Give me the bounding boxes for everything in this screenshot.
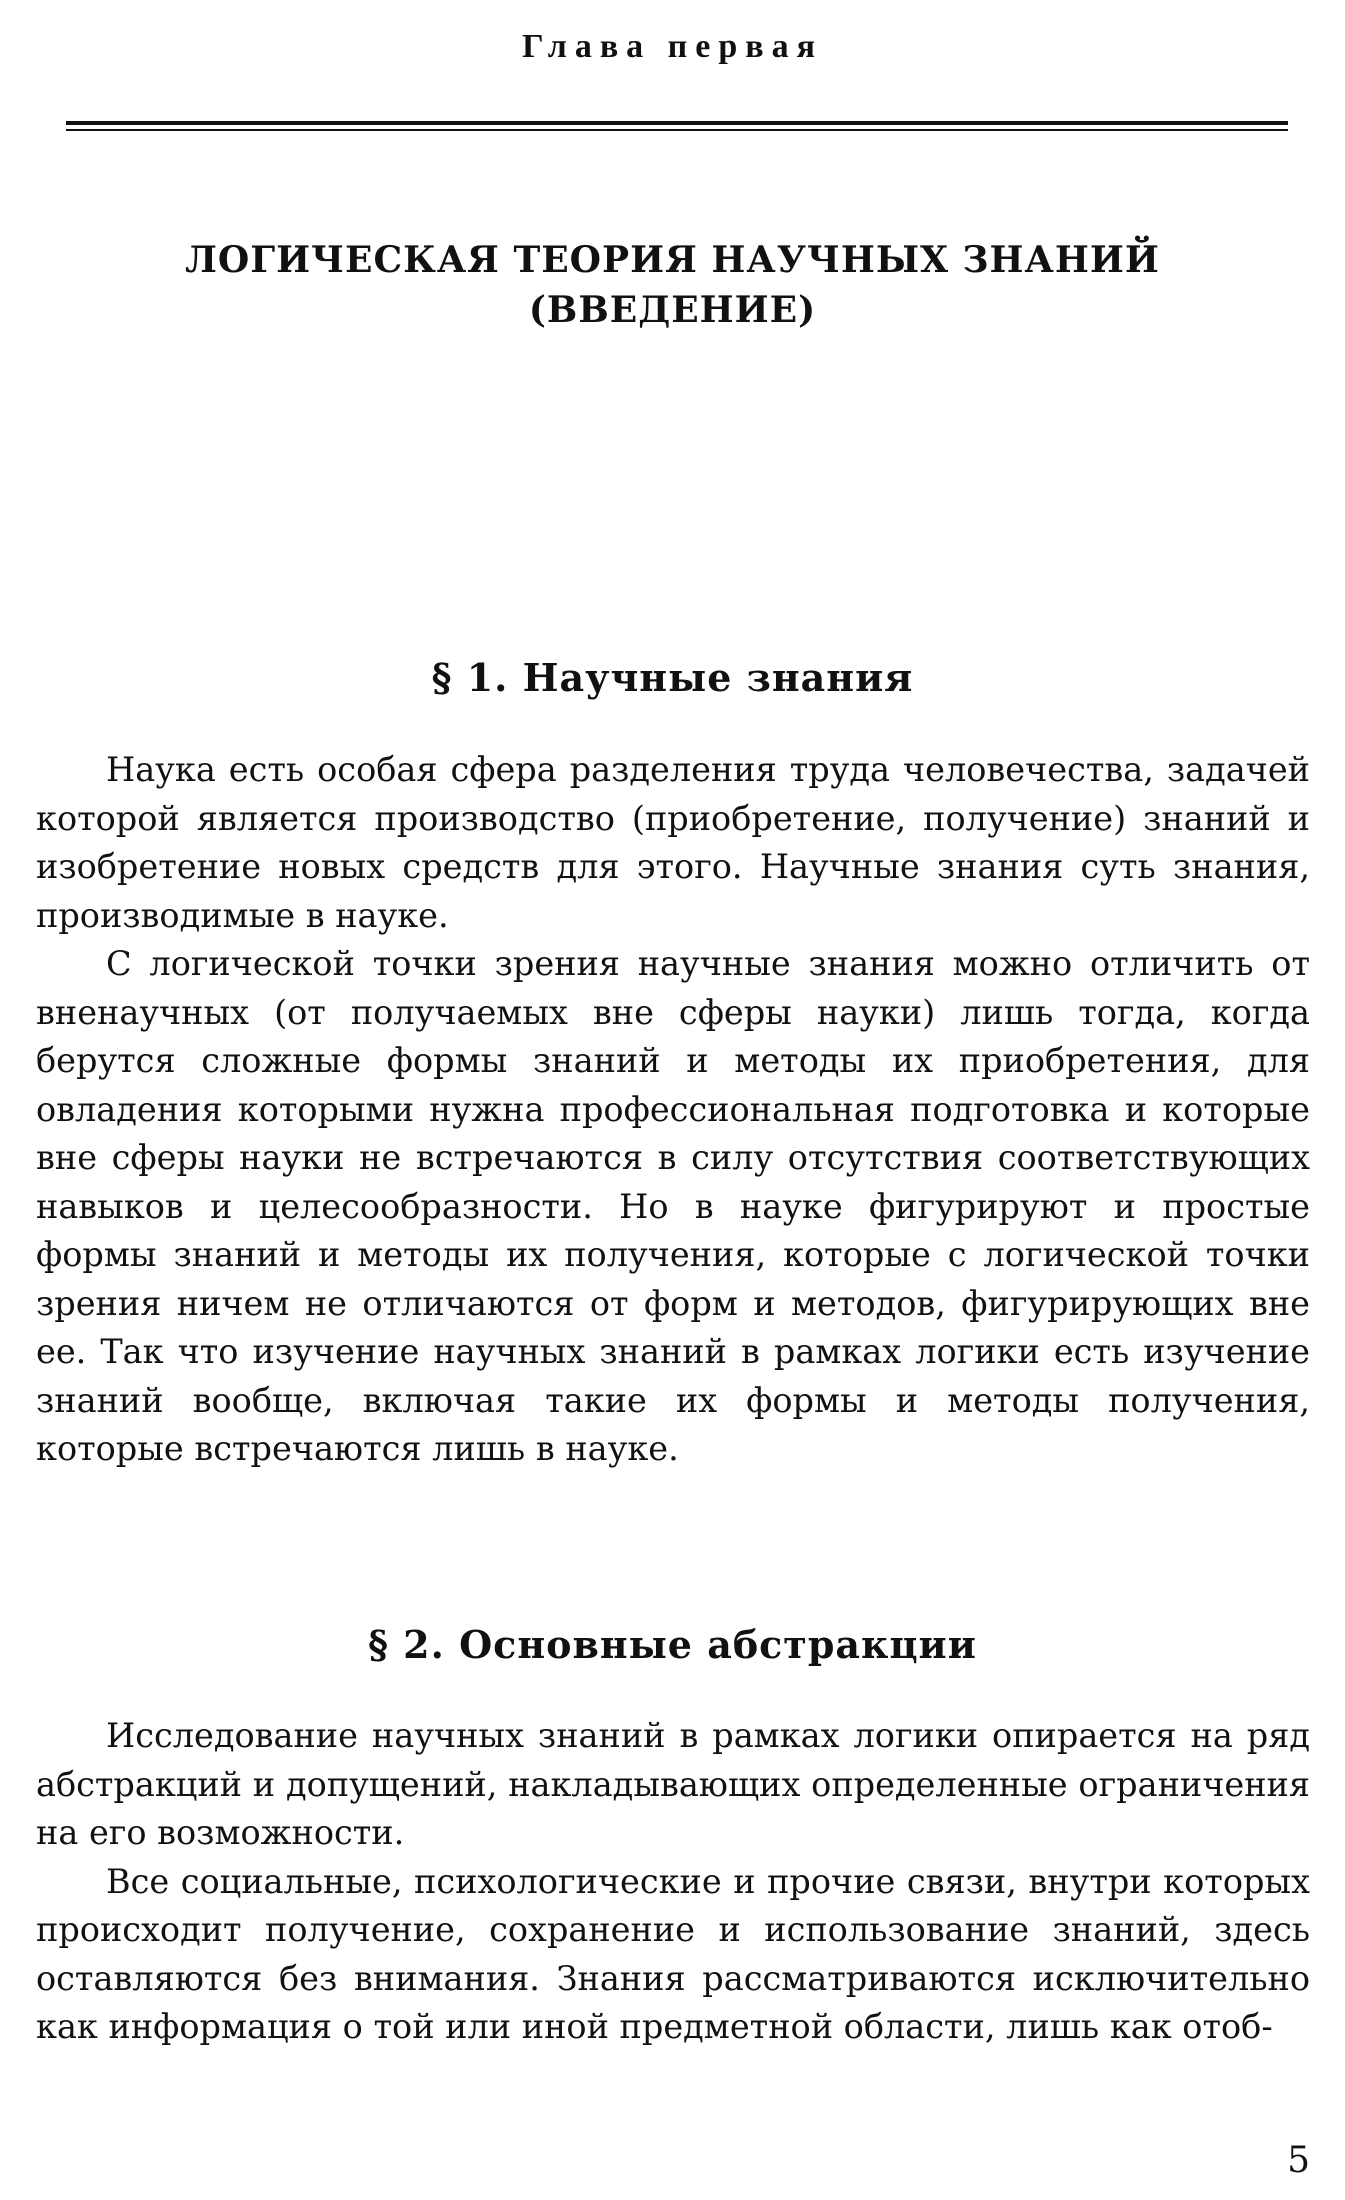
chapter-heading: Глава первая — [521, 28, 824, 65]
section-1-heading: § 1. Научные знания — [431, 655, 914, 700]
header-rule — [66, 121, 1288, 125]
paragraph: Наука есть особая сфера разделения труда человечества, задачей которой является производство (приобретение, получение) знаний и изобретение новых средств для этого. Научные знания суть знания, производимые в науке. — [36, 750, 1310, 935]
chapter-title-line-1: ЛОГИЧЕСКАЯ ТЕОРИЯ НАУЧНЫХ ЗНАНИЙ — [185, 239, 1160, 281]
chapter-title — [0, 235, 1345, 335]
paragraph: С логической точки зрения научные знания можно отличить от вненаучных (от получаемых вне сферы науки) лишь тогда, когда берутся сложные формы знаний и методы их приобретения, для овладения которыми нужна профессиональная подготовка и которые вне сферы науки не встречаются в силу отсутствия соответствующих навыков и целесообразности. Но в науке фигурируют и простые формы знаний и методы их получения, которые с логической точки зрения ничем не отличаются от форм и методов, фигурирующих вне ее. Так что изучение научных знаний в рамках логики есть изучение знаний вообще, включая такие их формы и методы получения, которые встречаются лишь в науке. — [36, 944, 1310, 1468]
section-2-body — [36, 1712, 1310, 2052]
paragraph: Все социальные, психологические и прочие связи, внутри которых происходит получение, сохранение и использование знаний, здесь оставляются без внимания. Знания рассматриваются исключительно как информация о той или иной предметной области, лишь как отоб- — [36, 1861, 1310, 2046]
chapter-title-line-2: (ВВЕДЕНИЕ) — [528, 289, 817, 331]
section-1-body — [36, 746, 1310, 1474]
section-2-heading: § 2. Основные абстракции — [368, 1622, 977, 1667]
page-number: 5 — [1287, 2140, 1310, 2181]
header-rule-thin — [66, 129, 1288, 131]
paragraph: Исследование научных знаний в рамках логики опирается на ряд абстракций и допущений, накладывающих определенные ограничения на его возможности. — [36, 1716, 1310, 1852]
